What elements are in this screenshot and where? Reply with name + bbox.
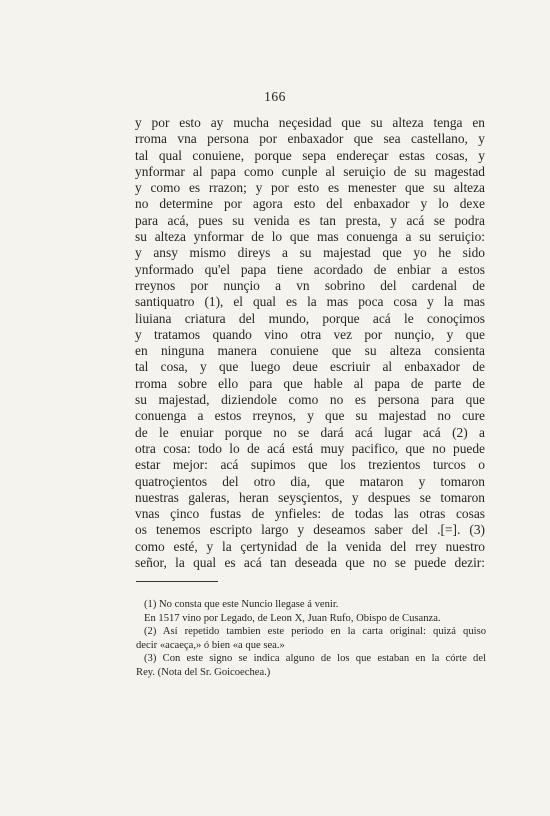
text-line: y como es rrazon; y por esto es menester que su alteza [135,180,485,196]
text-line: santiquatro (1), el qual es la mas poca cosa y la mas [135,294,485,310]
text-line: tal cosa, y que luego deue escriuir al enbaxador de [135,359,485,375]
footnote-3-continuation: Rey. (Nota del Sr. Goicoechea.) [136,666,271,678]
text-line: no determine por agora esto del enbaxador y lo dexe [135,196,485,212]
text-line: y por esto ay mucha neçesidad que su alteza tenga en [135,115,485,130]
text-line: y ansy mismo direys a su majestad que yo he sido [135,245,485,261]
body-text [135,115,485,571]
text-line: os tenemos escripto largo y deseamos saber del .[=]. (3) [135,522,485,538]
text-line: su majestad, diziendole como no es persona para que [135,392,485,408]
text-line: estar mejor: acá supimos que los trezientos turcos o [135,457,485,473]
text-line: liuiana criatura del mundo, porque acá le conoçimos [135,310,485,326]
text-line: en ninguna manera conuiene que su alteza consienta [135,343,485,359]
text-line: rreynos por nunçio a vn sobrino del cardenal de [135,277,485,293]
footnote-divider [136,581,218,582]
footnote-1-continuation: En 1517 vino por Legado, de Leon X, Juan Rufo, Obispo de Cusanza. [144,612,441,624]
footnote-2-continuation: decir «acaeça,» ó bien «a que sea.» [136,639,285,651]
text-line: rroma vna persona por enbaxador que sea castellano, y [135,131,485,147]
text-line: y tratamos quando vino otra vez por nunçio, y que [135,326,485,342]
text-line: de le enuiar porque no se dará acá lugar acá (2) a [135,424,485,440]
text-line: conuenga a estos rreynos, y que su majestad no cure [135,408,485,424]
text-line: ynformar al papa como cunple al seruiçio de su magestad [135,163,485,179]
text-line: otra cosa: todo lo de acá está muy pacifico, que no puede [135,440,485,456]
text-line: nuestras galeras, heran seysçientos, y despues se tomaron [135,489,485,505]
text-line: su alteza ynformar de lo que mas conuenga a su seruiçio: [135,229,485,245]
footnote-2: (2) Así repetido tambien este periodo en la carta original: quizá quiso [144,626,486,638]
footnote-3: (3) Con este signo se indica alguno de los que estaban en la córte del [144,653,486,665]
page-number: 166 [264,89,286,104]
text-line: ynformado qu'el papa tiene acordado de enbiar a estos [135,261,485,277]
text-line: tal qual conuiene, porque sepa endereçar estas cosas, y [135,147,485,163]
text-line: como esté, y la çertynidad de la venida del rrey nuestro [135,538,485,554]
footnotes [136,598,486,680]
footnote-1: (1) No consta que este Nuncio llegase á venir. [144,599,339,610]
text-line: rroma sobre ello para que hable al papa de parte de [135,375,485,391]
text-line: vnas çinco fustas de ynfieles: de todas las otras cosas [135,506,485,522]
text-line: para acá, pues su venida es tan presta, y acá se podra [135,212,485,228]
text-line: quatroçientos del otro dia, que mataron y tomaron [135,473,485,489]
text-line: señor, la qual es acá tan deseada que no se puede dezir: [135,555,485,571]
